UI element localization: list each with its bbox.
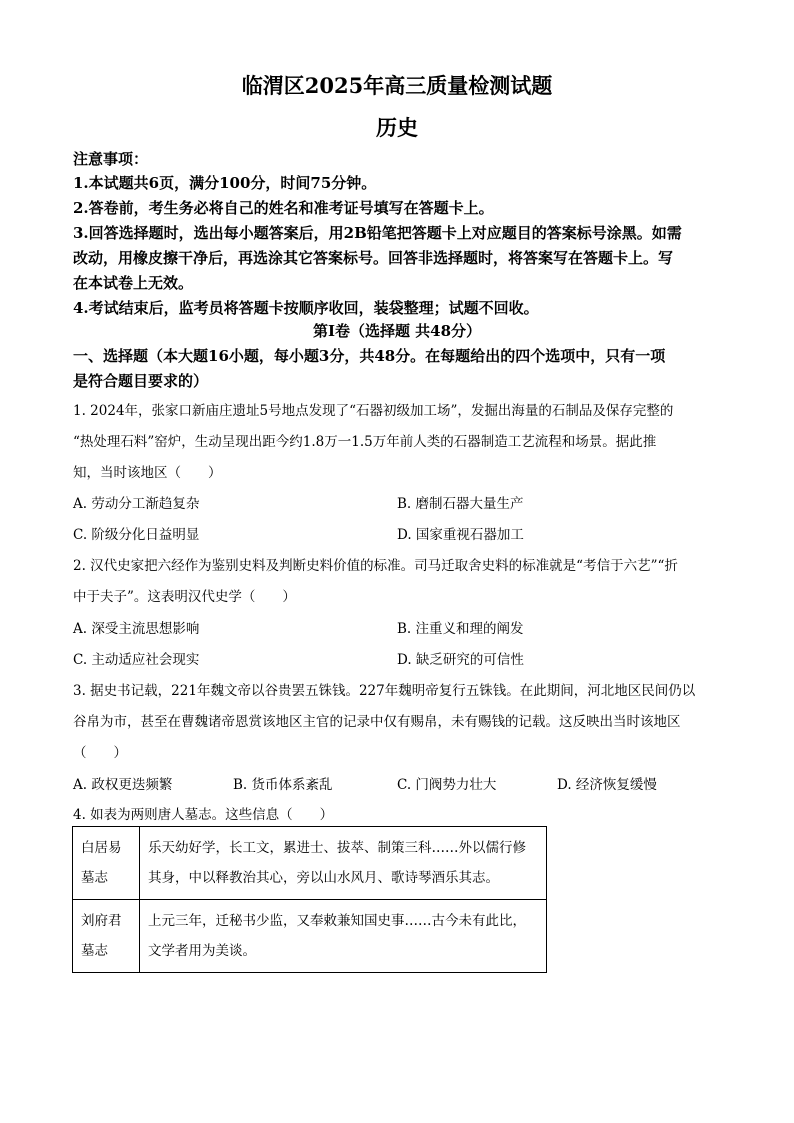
question-2-option-a: A. 深受主流思想影响 (73, 621, 200, 637)
cell-text: 刘府君 (81, 913, 122, 929)
question-2-stem: 2. 汉代史家把六经作为鉴别史料及判断史料价值的标准。司马迁取舍史料的标准就是“考信于六艺”“折 (73, 558, 678, 574)
notice-line: 1.本试题共6页，满分100分，时间75分钟。 (73, 174, 377, 192)
question-2-option-b: B. 注重义和理的阐发 (397, 621, 524, 637)
cell-text: 墓志 (81, 870, 108, 886)
question-1-stem: 1. 2024年，张家口新庙庄遗址5号地点发现了“石器初级加工场”，发掘出海量的石制品及保存完整的 (73, 403, 674, 419)
question-3-option-d: D. 经济恢复缓慢 (557, 777, 657, 793)
question-2-option-d: D. 缺乏研究的可信性 (397, 652, 524, 668)
question-1-option-d: D. 国家重视石器加工 (397, 527, 524, 543)
question-1-option-c: C. 阶级分化日益明显 (73, 527, 200, 543)
table-cell-content (140, 827, 547, 900)
table-cell-content (140, 900, 547, 973)
question-1-option-b: B. 磨制石器大量生产 (397, 496, 524, 512)
cell-text: 墓志 (81, 943, 108, 959)
notice-line: 4.考试结束后，监考员将答题卡按顺序收回，装袋整理；试题不回收。 (73, 299, 539, 317)
notice-line: 在本试卷上无效。 (73, 274, 194, 292)
notice-line: 2.答卷前，考生务必将自己的姓名和准考证号填写在答题卡上。 (73, 199, 494, 217)
question-1-stem: “热处理石料”窑炉，生动呈现出距今约1.8万一1.5万年前人类的石器制造工艺流程和场景。据此推 (73, 434, 657, 450)
subject-title: 历史 (376, 115, 418, 140)
question-3-option-c: C. 门阀势力壮大 (397, 777, 497, 793)
table-row (73, 827, 547, 900)
question-3-stem: （ ） (73, 745, 127, 761)
table-cell-label (73, 827, 140, 900)
question-2-stem: 中于夫子”。这表明汉代史学（ ） (73, 589, 296, 605)
question-3-option-a: A. 政权更迭频繁 (73, 777, 173, 793)
table-cell-label (73, 900, 140, 973)
cell-text: 上元三年，迁秘书少监，又奉敕兼知国史事……古今未有此比， (148, 913, 526, 929)
question-4-stem: 4. 如表为两则唐人墓志。这些信息（ ） (73, 807, 334, 823)
question-2-option-c: C. 主动适应社会现实 (73, 652, 200, 668)
cell-text: 白居易 (81, 840, 122, 856)
notice-heading: 注意事项： (73, 150, 149, 168)
notice-line: 改动，用橡皮擦干净后，再选涂其它答案标号。回答非选择题时，将答案写在答题卡上。写 (73, 249, 674, 267)
cell-text: 乐天幼好学，长工文，累进士、拔萃、制策三科……外以儒行修 (148, 840, 526, 856)
epitaph-table (72, 826, 547, 973)
question-3-stem: 谷帛为市，甚至在曹魏诸帝恩赏该地区主官的记录中仅有赐帛，未有赐钱的记载。这反映出当时该地区 (73, 714, 681, 730)
question-1-stem: 知，当时该地区（ ） (73, 465, 222, 481)
cell-text: 文学者用为美谈。 (148, 943, 256, 959)
exam-title: 临渭区2025年高三质量检测试题 (241, 73, 553, 98)
section-instruction: 一、选择题（本大题16小题，每小题3分，共48分。在每题给出的四个选项中，只有一项 (73, 347, 666, 365)
section-instruction: 是符合题目要求的） (73, 372, 209, 390)
section-title: 第Ⅰ卷（选择题 共48分） (312, 322, 482, 340)
question-1-option-a: A. 劳动分工渐趋复杂 (73, 496, 200, 512)
cell-text: 其身，中以释教治其心，旁以山水风月、歌诗琴酒乐其志。 (148, 870, 499, 886)
question-3-option-b: B. 货币体系紊乱 (233, 777, 333, 793)
notice-line: 3.回答选择题时，选出每小题答案后，用2B铅笔把答题卡上对应题目的答案标号涂黑。如需 (73, 224, 682, 242)
table-row (73, 900, 547, 973)
question-3-stem: 3. 据史书记载，221年魏文帝以谷贵罢五铢钱。227年魏明帝复行五铢钱。在此期间，河北地区民间仍以 (73, 683, 696, 699)
